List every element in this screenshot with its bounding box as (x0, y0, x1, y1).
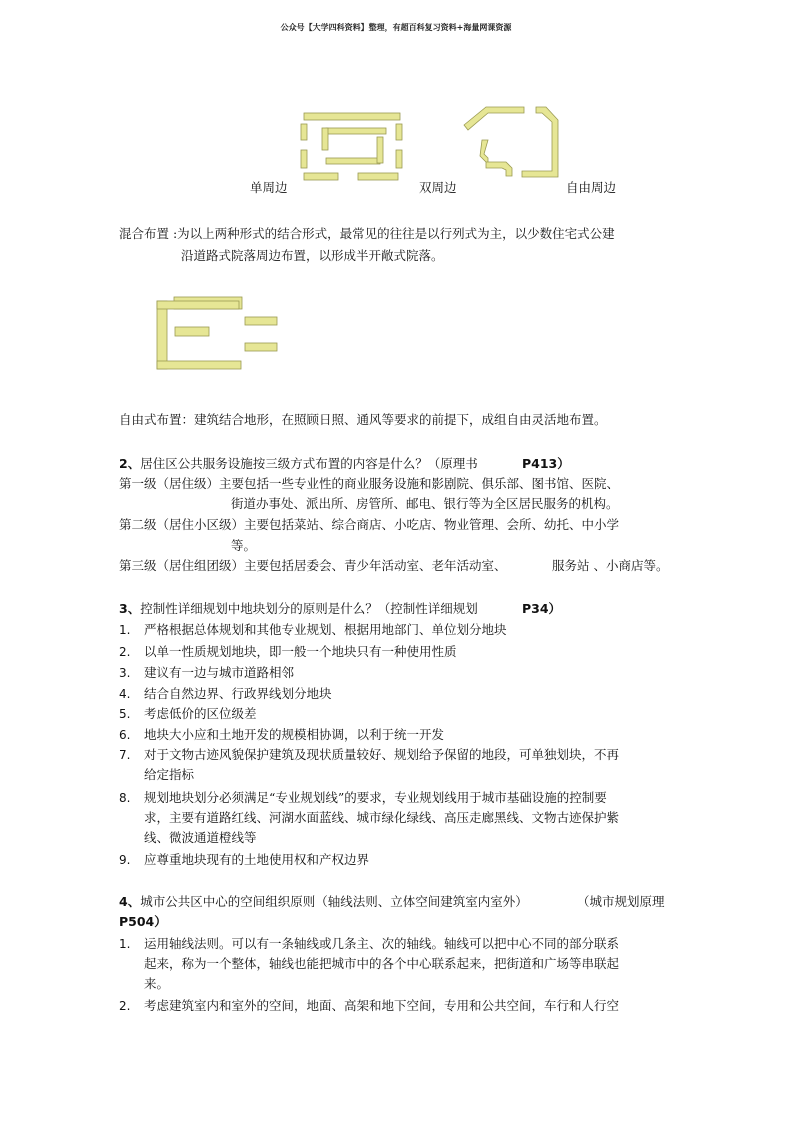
q4-item-number: 2. (119, 999, 131, 1013)
block (486, 162, 512, 176)
block (326, 158, 380, 164)
q3-item-text: 对于文物古迹风貌保护建筑及现状质量较好、规划给予保留的地段，可单独划块，不再 (144, 747, 620, 762)
block (157, 301, 239, 309)
block (464, 107, 524, 130)
q3-item-text-cont: 给定指标 (144, 767, 195, 782)
q3-item-number: 9. (119, 853, 131, 867)
block (396, 124, 402, 140)
q3-item-number: 2. (119, 645, 131, 659)
block (304, 113, 400, 120)
label-double-perimeter: 双周边 (419, 180, 457, 195)
q3-item-text: 严格根据总体规划和其他专业规划、根据用地部门、单位划分地块 (144, 622, 507, 637)
q3-item-number: 3. (119, 666, 131, 680)
q2-reference: P413） (522, 456, 570, 471)
q4-item-text: 考虑建筑室内和室外的空间，地面、高架和地下空间，专用和公共空间，车行和人行空 (144, 998, 620, 1013)
q2-level1-line2: 街道办事处、派出所、房管所、邮电、银行等为全区居民服务的机构。 (231, 496, 619, 511)
q4-title: 城市公共区中心的空间组织原则（轴线法则、立体空间建筑室内室外） (140, 894, 528, 909)
q2-number: 2、 (119, 456, 141, 471)
q4-reference-page: P504） (119, 914, 167, 929)
q3-item-number: 8. (119, 791, 131, 805)
mixed-layout-diagram (155, 295, 285, 375)
q3-item-number: 1. (119, 623, 131, 637)
free-perimeter-diagram (462, 104, 562, 184)
q2-heading (119, 456, 478, 472)
free-layout-text: 自由式布置：建筑结合地形，在照顾日照、通风等要求的前提下，成组自由灵活地布置。 (119, 412, 607, 427)
page-header: 公众号【大学四科资料】整理，有超百科复习资料+海量网课资源 (280, 22, 512, 32)
q3-number: 3、 (119, 601, 141, 616)
q3-item-number: 7. (119, 748, 131, 762)
block (157, 301, 167, 369)
mixed-layout-line2: 沿道路式院落周边布置，以形成半开敞式院落。 (181, 248, 444, 263)
q3-item-number: 4. (119, 687, 131, 701)
q3-item-text: 考虑低价的区位级差 (144, 706, 257, 721)
q2-level3-part1: 第三级（居住组团级）主要包括居委会、青少年活动室、老年活动室、 (119, 558, 507, 573)
block (326, 128, 386, 134)
q4-reference: （城市规划原理 (577, 894, 665, 909)
block (157, 361, 241, 369)
mixed-layout-line1: 混合布置 :为以上两种形式的结合形式，最常见的往往是以行列式为主，以少数住宅式公建 (119, 226, 615, 241)
q3-reference: P34） (522, 601, 562, 616)
q2-level1-line1: 第一级（居住级）主要包括一些专业性的商业服务设施和影剧院、俱乐部、图书馆、医院、 (119, 476, 620, 491)
q3-item-text: 结合自然边界、行政界线划分地块 (144, 686, 332, 701)
block (245, 317, 277, 325)
q2-level3-part2: 服务站 、小商店等。 (552, 558, 669, 573)
q3-heading (119, 601, 478, 617)
q3-item-text: 地块大小应和土地开发的规模相协调，以利于统一开发 (144, 727, 445, 742)
q4-number: 4、 (119, 894, 141, 909)
q3-item-number: 6. (119, 728, 131, 742)
q3-item-number: 5. (119, 707, 131, 721)
q3-item-text: 规划地块划分必须满足“专业规划线”的要求，专业规划线用于城市基础设施的控制要 (144, 790, 607, 805)
q4-item-number: 1. (119, 937, 131, 951)
q3-title: 控制性详细规划中地块划分的原则是什么？（控制性详细规划 (140, 601, 478, 616)
label-free-perimeter: 自由周边 (566, 180, 617, 195)
q3-item-text: 应尊重地块现有的土地使用权和产权边界 (144, 852, 370, 867)
block (301, 124, 307, 140)
block (358, 173, 398, 180)
q4-item-text-cont: 起来，称为一个整体，轴线也能把城市中的各个中心联系起来，把街道和广场等串联起 (144, 956, 620, 971)
single-perimeter-diagram (300, 110, 410, 185)
label-single-perimeter: 单周边 (250, 180, 288, 195)
block (245, 343, 277, 351)
q2-title: 居住区公共服务设施按三级方式布置的内容是什么？（原理书 (140, 456, 478, 471)
block (522, 107, 558, 177)
q3-item-text: 以单一性质规划地块，即一般一个地块只有一种使用性质 (144, 644, 457, 659)
block (396, 150, 402, 168)
q2-level2-line1: 第二级（居住小区级）主要包括菜站、综合商店、小吃店、物业管理、会所、幼托、中小学 (119, 517, 620, 532)
block (377, 137, 383, 163)
block (175, 327, 209, 336)
q3-item-text-cont: 求，主要有道路红线、河湖水面蓝线、城市绿化绿线、高压走廊黑线、文物古迹保护紫 (144, 810, 620, 825)
q4-heading (119, 894, 528, 910)
block (301, 150, 307, 168)
q4-item-text-cont: 来。 (144, 976, 170, 991)
q3-item-text-cont: 线、微波通道橙线等 (144, 830, 257, 845)
q2-level2-line2: 等。 (231, 538, 257, 553)
block (304, 173, 338, 180)
block (322, 128, 328, 150)
q4-item-text: 运用轴线法则。可以有一条轴线或几条主、次的轴线。轴线可以把中心不同的部分联系 (144, 936, 620, 951)
q3-item-text: 建议有一边与城市道路相邻 (144, 665, 295, 680)
block (480, 140, 488, 164)
